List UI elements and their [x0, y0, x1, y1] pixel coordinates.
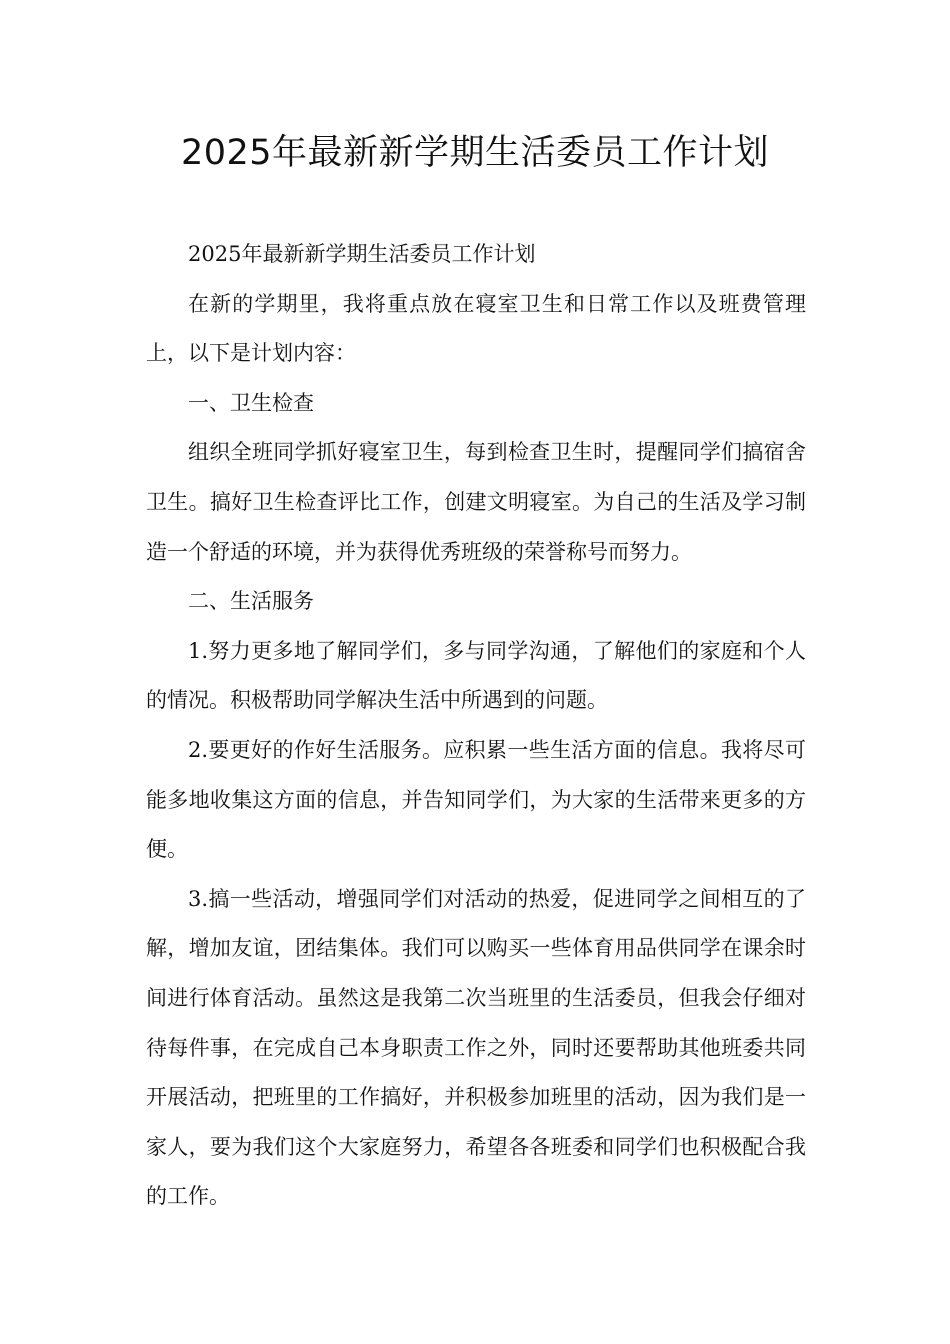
paragraph-intro: 在新的学期里，我将重点放在寝室卫生和日常工作以及班费管理上，以下是计划内容：	[146, 291, 806, 366]
paragraph-subtitle: 2025年最新新学期生活委员工作计划	[188, 242, 536, 266]
paragraph-hygiene-check: 组织全班同学抓好寝室卫生，每到检查卫生时，提醒同学们搞宿舍卫生。搞好卫生检查评比工作，创建文明寝室。为自己的生活及学习制造一个舒适的环境，并为获得优秀班级的荣誉称号而努力。	[146, 440, 806, 564]
document-title: 2025年最新新学期生活委员工作计划	[180, 133, 770, 173]
list-item-2: 2.要更好的作好生活服务。应积累一些生活方面的信息。我将尽可能多地收集这方面的信息，并告知同学们，为大家的生活带来更多的方便。	[146, 737, 806, 862]
list-item-3: 3.搞一些活动，增强同学们对活动的热爱，促进同学之间相互的了解，增加友谊，团结集体。我们可以购买一些体育用品供同学在课余时间进行体育活动。虽然这是我第二次当班里的生活委员，但我会仔细对待每件事，在完成自己本身职责工作之外，同时还要帮助其他班委共同开展活动，把班里的工作搞好，并积极参加班里的活动，因为我们是一家人，要为我们这个大家庭努力，希望各各班委和同学们也积极配合我的工作。	[146, 886, 806, 1209]
list-item-1: 1.努力更多地了解同学们，多与同学沟通，了解他们的家庭和个人的情况。积极帮助同学解决生活中所遇到的问题。	[146, 638, 806, 713]
section-heading-life-service: 二、生活服务	[188, 589, 314, 614]
section-heading-hygiene-check: 一、卫生检查	[188, 390, 314, 415]
document-body	[146, 230, 806, 1222]
